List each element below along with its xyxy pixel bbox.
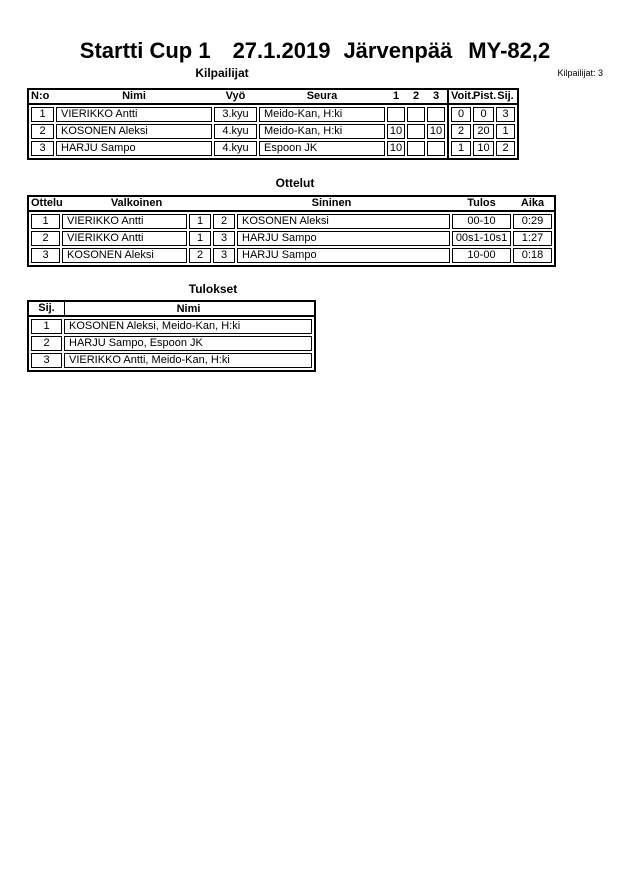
cell-place: 1 [31, 319, 62, 334]
cell-round-1: 10 [387, 124, 405, 139]
result-row [31, 353, 312, 368]
cell-white-name: KOSONEN Aleksi [62, 248, 187, 263]
cell-no: 3 [31, 141, 54, 156]
result-row [31, 336, 312, 351]
cell-round-3: 10 [427, 124, 445, 139]
competitors-header-row [29, 90, 447, 105]
header-cell-aika: Aika [520, 197, 545, 209]
section-title-kilpailijat: Kilpailijat [195, 66, 249, 80]
cell-points: 0 [473, 107, 494, 122]
header-cell-round-3: 3 [432, 90, 440, 102]
section-title-ottelut: Ottelut [275, 176, 315, 190]
cell-round-1 [387, 107, 405, 122]
cell-wins: 0 [451, 107, 471, 122]
title-category: MY-82,2 [468, 38, 551, 63]
title-competition-name: Startti Cup 1 [79, 38, 211, 63]
cell-belt: 4.kyu [214, 124, 257, 139]
cell-round-3 [427, 141, 445, 156]
cell-club: Meido-Kan, H:ki [259, 107, 385, 122]
cell-blue-name: HARJU Sampo [237, 231, 450, 246]
cell-wins: 1 [451, 141, 471, 156]
cell-points: 20 [473, 124, 494, 139]
cell-round-2 [407, 107, 425, 122]
cell-match-no: 2 [31, 231, 60, 246]
cell-no: 2 [31, 124, 54, 139]
cell-result-name: VIERIKKO Antti, Meido-Kan, H:ki [64, 353, 312, 368]
cell-points: 10 [473, 141, 494, 156]
cell-belt: 4.kyu [214, 141, 257, 156]
cell-place: 1 [496, 124, 515, 139]
match-row [31, 248, 552, 263]
cell-name: VIERIKKO Antti [56, 107, 212, 122]
cell-white-no: 1 [189, 231, 211, 246]
competitor-summary-row [451, 107, 515, 122]
cell-belt: 3.kyu [214, 107, 257, 122]
cell-white-no: 1 [189, 214, 211, 229]
cell-time: 0:29 [513, 214, 552, 229]
cell-round-1: 10 [387, 141, 405, 156]
cell-place: 2 [496, 141, 515, 156]
result-row [31, 319, 312, 334]
cell-wins: 2 [451, 124, 471, 139]
competitors-count-label: Kilpailijat: 3 [557, 68, 603, 78]
header-cell-ottelu: Ottelu [31, 197, 63, 209]
cell-time: 1:27 [513, 231, 552, 246]
competitors-summary-header-row [449, 90, 517, 105]
cell-name: HARJU Sampo [56, 141, 212, 156]
cell-round-3 [427, 107, 445, 122]
cell-round-2 [407, 124, 425, 139]
cell-result: 10-00 [452, 248, 511, 263]
header-cell-no: N:o [31, 90, 50, 102]
cell-place: 2 [31, 336, 62, 351]
cell-place: 3 [496, 107, 515, 122]
competitor-row [31, 124, 445, 139]
cell-blue-no: 2 [213, 214, 235, 229]
header-cell-pist: Pist. [473, 90, 497, 102]
competitor-summary-row [451, 141, 515, 156]
cell-blue-name: HARJU Sampo [237, 248, 450, 263]
competitors-table [27, 88, 449, 160]
title-location: Järvenpää [343, 38, 453, 63]
match-row [31, 231, 552, 246]
header-cell-nimi: Nimi [122, 90, 146, 102]
title-date: 27.1.2019 [232, 38, 331, 63]
header-cell-voit: Voit. [451, 90, 475, 102]
results-table [27, 300, 316, 372]
page-title [0, 40, 630, 62]
cell-blue-no: 3 [213, 248, 235, 263]
cell-name: KOSONEN Aleksi [56, 124, 212, 139]
cell-white-no: 2 [189, 248, 211, 263]
matches-table [27, 195, 556, 267]
competitor-summary-row [451, 124, 515, 139]
header-cell-tulos: Tulos [467, 197, 496, 209]
match-row [31, 214, 552, 229]
header-cell-round-1: 1 [392, 90, 400, 102]
header-cell-sij: Sij. [497, 90, 514, 102]
header-cell-sininen: Sininen [311, 197, 352, 209]
matches-header-row [29, 197, 554, 212]
cell-blue-no: 3 [213, 231, 235, 246]
cell-club: Meido-Kan, H:ki [259, 124, 385, 139]
cell-result-name: HARJU Sampo, Espoon JK [64, 336, 312, 351]
competitor-row [31, 107, 445, 122]
cell-time: 0:18 [513, 248, 552, 263]
cell-result: 00-10 [452, 214, 511, 229]
section-title-tulokset: Tulokset [188, 282, 238, 296]
cell-white-name: VIERIKKO Antti [62, 231, 187, 246]
cell-result: 00s1-10s1 [452, 231, 511, 246]
competitor-row [31, 141, 445, 156]
header-cell-valkoinen: Valkoinen [110, 197, 163, 209]
header-cell-sij: Sij. [38, 302, 55, 314]
cell-match-no: 3 [31, 248, 60, 263]
cell-match-no: 1 [31, 214, 60, 229]
cell-club: Espoon JK [259, 141, 385, 156]
header-cell-vyo: Vyö [225, 90, 246, 102]
header-cell-nimi: Nimi [64, 302, 312, 315]
cell-place: 3 [31, 353, 62, 368]
results-header-row [29, 302, 314, 317]
header-cell-round-2: 2 [412, 90, 420, 102]
cell-white-name: VIERIKKO Antti [62, 214, 187, 229]
competitors-summary-table [447, 88, 519, 160]
cell-blue-name: KOSONEN Aleksi [237, 214, 450, 229]
cell-round-2 [407, 141, 425, 156]
header-cell-seura: Seura [306, 90, 338, 102]
cell-result-name: KOSONEN Aleksi, Meido-Kan, H:ki [64, 319, 312, 334]
cell-no: 1 [31, 107, 54, 122]
